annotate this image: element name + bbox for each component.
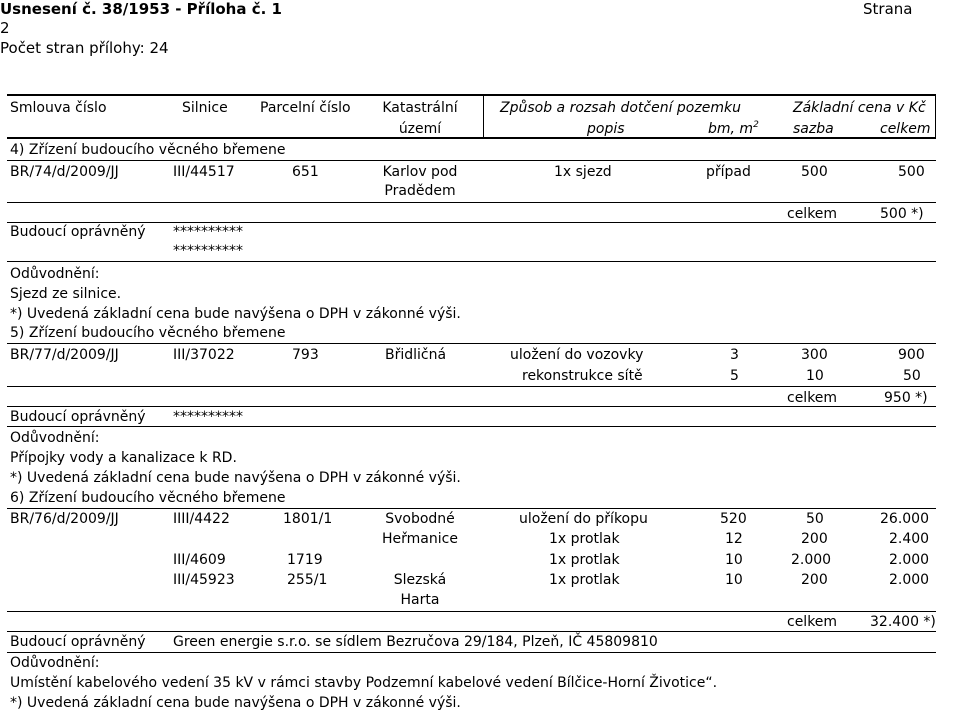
row-description: 1x protlak — [549, 552, 620, 568]
cadastre-name: Svobodné — [385, 511, 455, 527]
page-count: Počet stran přílohy: 24 — [0, 39, 169, 57]
reason-label: Odůvodnění: — [10, 655, 100, 671]
total-bottom-rule — [7, 406, 936, 407]
row-total: 50 — [903, 368, 921, 384]
cadastre-name-line2: Pradědem — [384, 183, 456, 199]
reason-label: Odůvodnění: — [10, 430, 100, 446]
section-heading: 6) Zřízení budoucího věcného břemene — [10, 490, 286, 506]
row-quantity: 5 — [730, 368, 739, 384]
road-number: III/44517 — [173, 164, 235, 180]
rows-bottom-rule — [7, 202, 936, 203]
subheader-unit-text: bm, m — [708, 121, 754, 137]
vat-note: *) Uvedená základní cena bude navýšena o DPH v zákonné výši. — [10, 306, 461, 322]
contract-number: BR/74/d/2009/JJ — [10, 164, 119, 180]
row-quantity: 520 — [720, 511, 747, 527]
contract-number: BR/76/d/2009/JJ — [10, 511, 119, 527]
section-heading-rule — [7, 343, 936, 344]
row-total: 2.400 — [889, 531, 930, 547]
total-value: 32.400 *) — [870, 614, 936, 630]
col-header-parcel: Parcelní číslo — [260, 100, 351, 116]
row-description: 1x protlak — [549, 531, 620, 547]
beneficiary-bottom-rule — [7, 652, 936, 653]
row-quantity: 10 — [725, 572, 743, 588]
row-total: 2.000 — [889, 572, 930, 588]
beneficiary-value: ********** — [173, 409, 243, 425]
beneficiary-label: Budoucí oprávněný — [10, 224, 146, 240]
road-number: III/4609 — [173, 552, 226, 568]
reason-text: Sjezd ze silnice. — [10, 286, 122, 302]
reason-text: Přípojky vody a kanalizace k RD. — [10, 450, 237, 466]
table-top-border — [7, 94, 936, 96]
reason-label: Odůvodnění: — [10, 266, 100, 282]
col-header-road: Silnice — [182, 100, 228, 116]
row-description: 1x sjezd — [554, 164, 612, 180]
subheader-description: popis — [587, 121, 625, 137]
row-description: uložení do vozovky — [510, 347, 644, 363]
beneficiary-bottom-rule — [7, 426, 936, 427]
road-number: IIII/4422 — [173, 511, 230, 527]
row-rate: 2.000 — [791, 552, 832, 568]
road-number: III/37022 — [173, 347, 235, 363]
row-description: 1x protlak — [549, 572, 620, 588]
parcel-number: 255/1 — [287, 572, 328, 588]
row-description: uložení do příkopu — [519, 511, 648, 527]
subheader-unit-superscript: 2 — [753, 120, 759, 130]
row-description: rekonstrukce sítě — [522, 368, 643, 384]
header-bottom-border — [7, 137, 936, 139]
col-header-base-price: Základní cena v Kč — [793, 100, 926, 116]
vat-note: *) Uvedená základní cena bude navýšena o DPH v zákonné výši. — [10, 695, 461, 711]
document-title: Usnesení č. 38/1953 - Příloha č. 1 — [0, 0, 282, 18]
col-header-cadastre-line2: území — [398, 121, 442, 137]
row-rate: 10 — [806, 368, 824, 384]
row-total: 900 — [898, 347, 925, 363]
parcel-number: 1719 — [287, 552, 323, 568]
beneficiary-value-line2: ********** — [173, 243, 243, 259]
row-total: 2.000 — [889, 552, 930, 568]
header-divider-right — [935, 95, 936, 137]
parcel-number: 793 — [292, 347, 319, 363]
beneficiary-value: Green energie s.r.o. se sídlem Bezručova 29/184, Plzeň, IČ 45809810 — [173, 634, 658, 650]
row-quantity: 3 — [730, 347, 739, 363]
row-rate: 300 — [801, 347, 828, 363]
row-quantity: 10 — [725, 552, 743, 568]
beneficiary-value: ********** — [173, 224, 243, 240]
total-label: celkem — [787, 614, 838, 630]
section-heading-rule — [7, 508, 936, 509]
subheader-unit — [708, 121, 759, 137]
col-header-contract: Smlouva číslo — [10, 100, 107, 116]
row-rate: 200 — [801, 572, 828, 588]
cadastre-name-line2: Harta — [400, 592, 440, 608]
cadastre-name: Karlov pod — [382, 164, 458, 180]
section-heading: 5) Zřízení budoucího věcného břemene — [10, 325, 286, 341]
total-value: 950 *) — [884, 390, 928, 406]
page-number: 2 — [0, 19, 10, 37]
parcel-number: 651 — [292, 164, 319, 180]
beneficiary-label: Budoucí oprávněný — [10, 634, 146, 650]
row-total: 500 — [898, 164, 925, 180]
row-total: 26.000 — [880, 511, 929, 527]
beneficiary-label: Budoucí oprávněný — [10, 409, 146, 425]
beneficiary-bottom-rule — [7, 261, 936, 262]
cadastre-name: Břidličná — [385, 347, 447, 363]
section-heading: 4) Zřízení budoucího věcného břemene — [10, 142, 286, 158]
total-value: 500 *) — [880, 206, 924, 222]
road-number: III/45923 — [173, 572, 235, 588]
row-quantity: 12 — [725, 531, 743, 547]
total-label: celkem — [787, 390, 838, 406]
row-rate: 50 — [806, 511, 824, 527]
header-divider-left — [483, 95, 484, 137]
reason-text: Umístění kabelového vedení 35 kV v rámci stavby Podzemní kabelové vedení Bílčice-Horní Životice“. — [10, 675, 718, 691]
col-header-method: Způsob a rozsah dotčení pozemku — [500, 100, 741, 116]
total-label: celkem — [787, 206, 838, 222]
rows-bottom-rule — [7, 611, 936, 612]
subheader-total: celkem — [880, 121, 931, 137]
subheader-rate: sazba — [793, 121, 834, 137]
section-heading-rule — [7, 160, 936, 161]
row-quantity: případ — [706, 164, 751, 180]
row-rate: 500 — [801, 164, 828, 180]
vat-note: *) Uvedená základní cena bude navýšena o DPH v zákonné výši. — [10, 470, 461, 486]
contract-number: BR/77/d/2009/JJ — [10, 347, 119, 363]
page-label: Strana — [863, 0, 913, 18]
total-bottom-rule — [7, 222, 936, 223]
col-header-cadastre: Katastrální — [382, 100, 458, 116]
cadastre-name: Slezská — [393, 572, 447, 588]
rows-bottom-rule — [7, 386, 936, 387]
cadastre-name-line2: Heřmanice — [382, 531, 458, 547]
row-rate: 200 — [801, 531, 828, 547]
parcel-number: 1801/1 — [283, 511, 333, 527]
total-bottom-rule — [7, 631, 936, 632]
